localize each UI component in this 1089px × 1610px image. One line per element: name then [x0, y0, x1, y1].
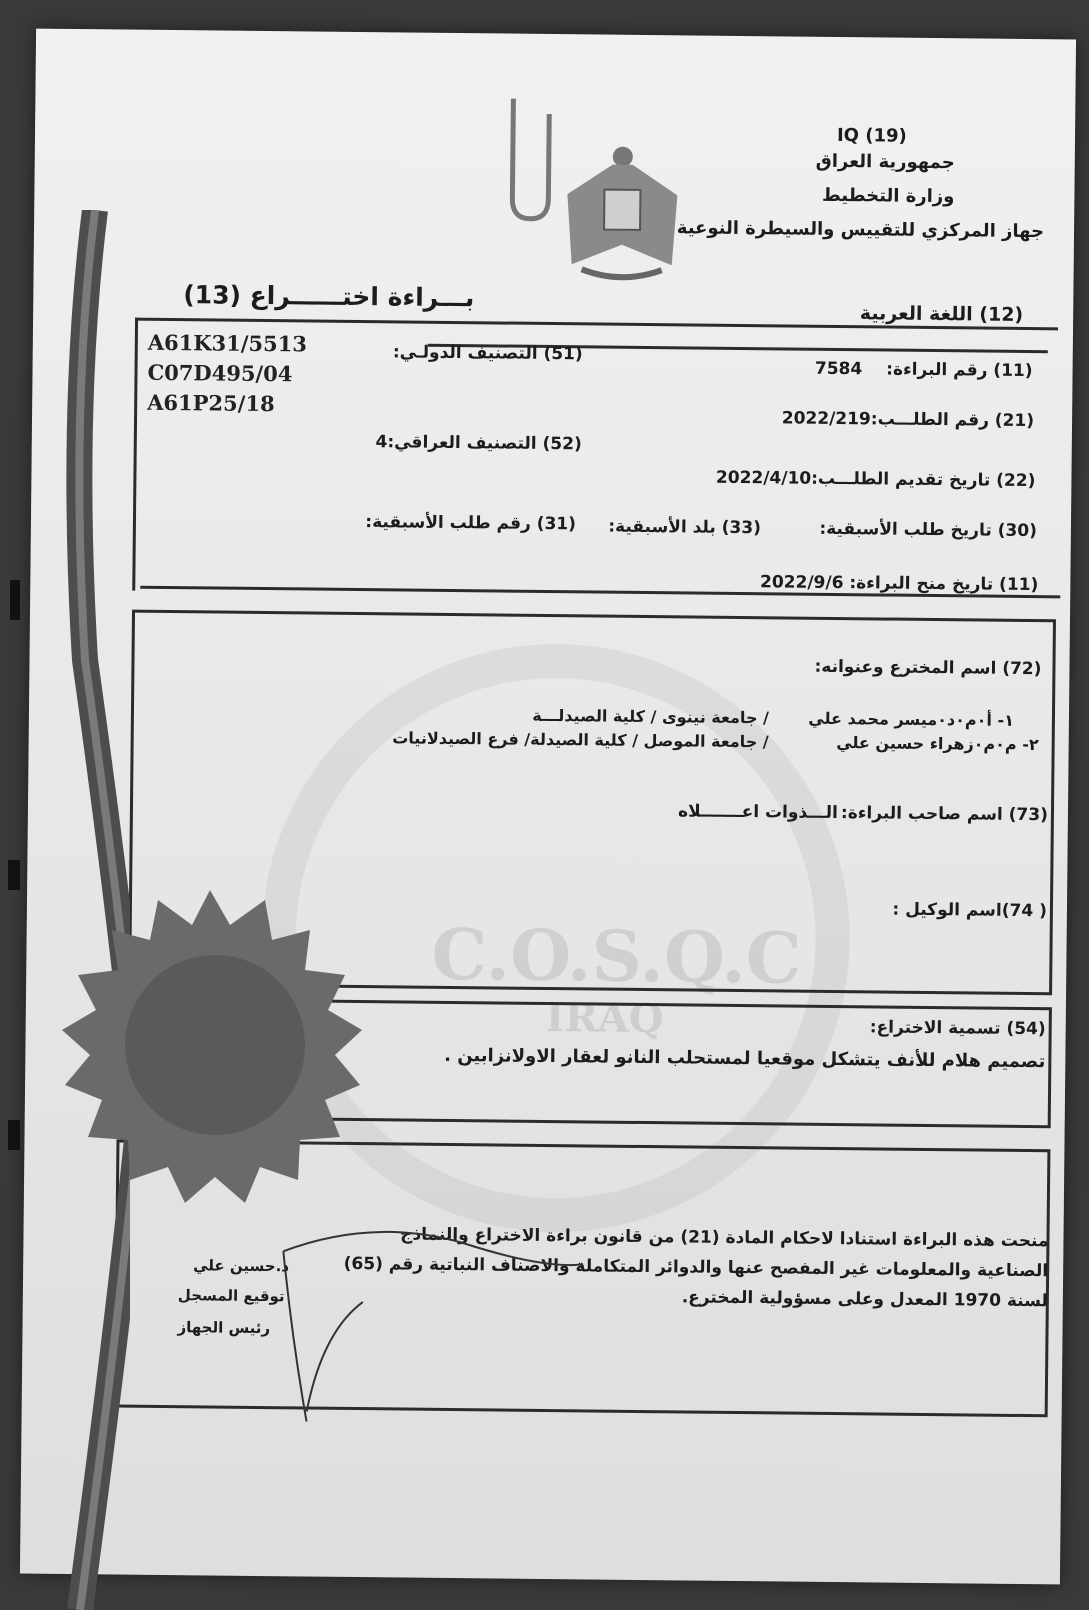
grant-text-2: الصناعية والمعلومات غير المفصح عنها والدوائر المتكاملة والاصناف النباتية رقم (65) — [343, 1253, 1049, 1282]
patent-number: 7584 — [814, 358, 863, 380]
watermark-cosqc: C.O.S.Q.C — [431, 912, 802, 1000]
intl-code-2: C07D495/04 — [147, 359, 293, 387]
inventors-label: (72) اسم المخترع وعنوانه: — [814, 656, 1042, 680]
grant-text-1: منحت هذه البراءة استنادا لاحكام المادة (21) من قانون براءة الاختراع والنماذج — [400, 1224, 1049, 1252]
signer-name: د.حسين علي — [193, 1256, 290, 1276]
grant-date: (11) تاريخ منح البراءة: 2022/9/6 — [759, 572, 1039, 596]
signer-role-1: توقيع المسجل — [177, 1286, 285, 1306]
inventor-1-name: ١- أ٠م٠د٠ميسر محمد علي — [808, 708, 1015, 730]
patent-number-label: (11) رقم البراءة: — [886, 359, 1033, 382]
patent-certificate — [20, 29, 1076, 1585]
inventor-2-address: / جامعة الموصل / كلية الصيدلة/ فرع الصيدلانيات — [392, 728, 769, 752]
ministry-name: وزارة التخطيط — [821, 184, 955, 208]
priority-country: (33) بلد الأسبقية: — [608, 516, 762, 539]
intl-code-1: A61K31/5513 — [147, 329, 308, 357]
wax-seal-icon — [50, 885, 370, 1205]
iraqi-classification: (52) التصنيف العراقي:4 — [375, 432, 582, 455]
intl-classification-label: (51) التصنيف الدولـي: — [392, 342, 583, 365]
language: (12) اللغة العربية — [859, 302, 1024, 326]
signer-role-2: رئيس الجهاز — [177, 1318, 271, 1338]
document-type: (13) بـــراءة اختــــــراع — [183, 280, 475, 313]
application-number: (21) رقم الطلـــب:2022/219 — [781, 408, 1035, 432]
patent-number-row — [815, 359, 1033, 381]
intl-code-3: A61P25/18 — [147, 389, 275, 417]
paper-clip-icon — [502, 93, 563, 224]
invention-title: تصميم هلام للأنف يتشكل موقعيا لمستحلب النانو لعقار الاولانزابين . — [444, 1044, 1046, 1073]
priority-date: (30) تاريخ طلب الأسبقية: — [819, 518, 1038, 542]
inventor-2-name: ٢- م٠م٠زهراء حسين علي — [836, 733, 1039, 755]
page-edge-marks — [0, 560, 30, 1260]
priority-number: (31) رقم طلب الأسبقية: — [365, 512, 577, 535]
owner-value: الـــذوات اعـــــــلاه — [677, 801, 839, 824]
watermark-iraq: IRAQ — [545, 993, 664, 1043]
country-code: IQ (19) — [836, 124, 907, 147]
owner-label: (73) اسم صاحب البراءة: — [840, 803, 1049, 826]
republic-name: جمهورية العراق — [815, 150, 955, 174]
agent-label: ( 74)اسم الوكيل : — [892, 899, 1048, 922]
iraq-emblem-icon — [561, 134, 683, 285]
agency-name: جهاز المركزي للتقييس والسيطرة النوعية — [676, 217, 1045, 243]
title-label: (54) تسمية الاختراع: — [869, 1017, 1046, 1040]
grant-text-3: لسنة 1970 المعدل وعلى مسؤولية المخترع. — [681, 1287, 1048, 1312]
handwritten-signature — [211, 1221, 603, 1445]
inventor-1-address: / جامعة نينوى / كلية الصيدلـــة — [532, 705, 770, 728]
filing-date: (22) تاريخ تقديم الطلـــب:2022/4/10 — [715, 467, 1036, 492]
